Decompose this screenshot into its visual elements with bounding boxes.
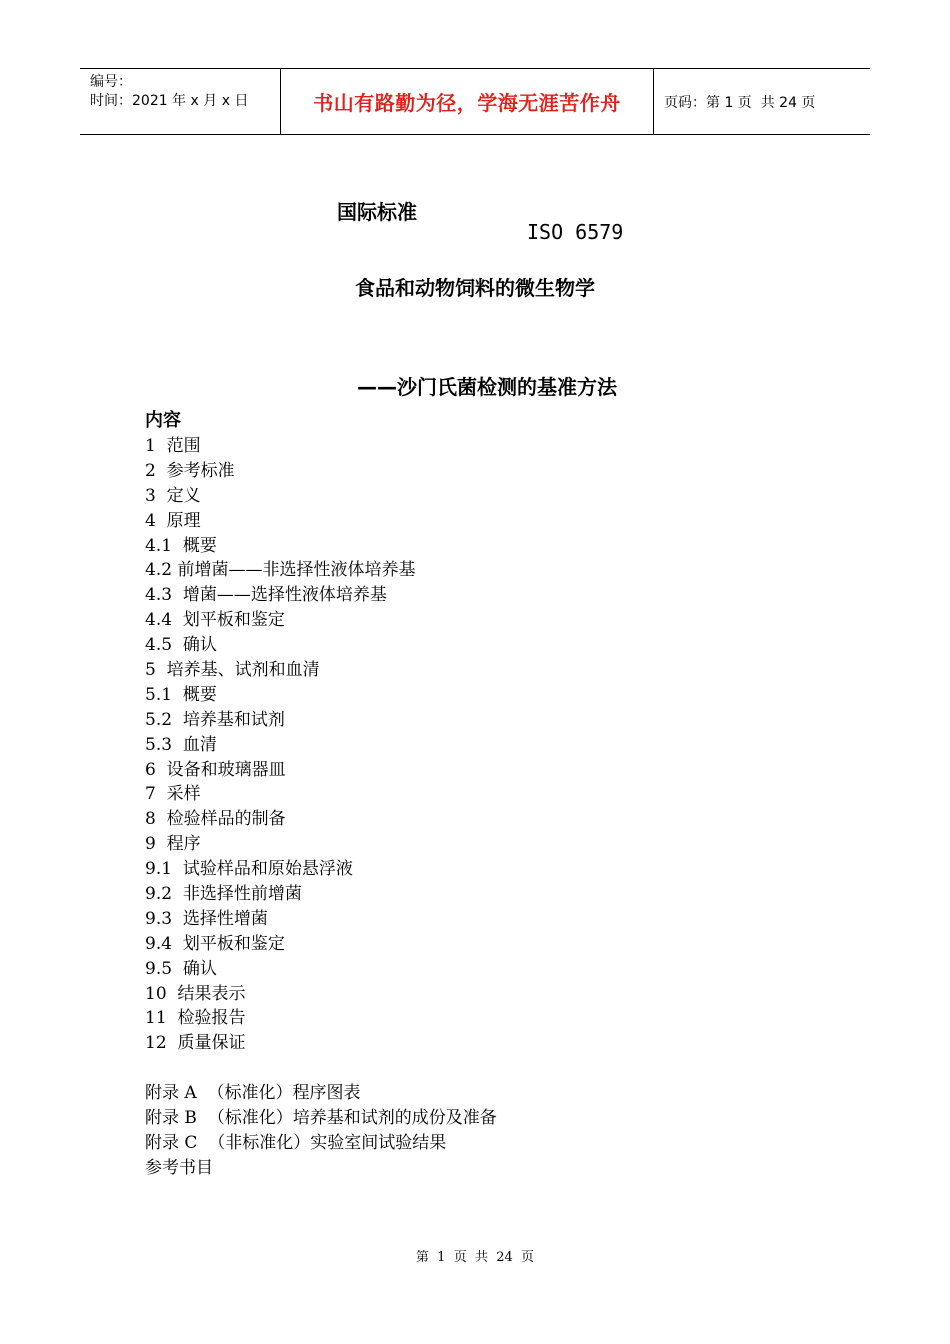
document-title: [0, 172, 950, 244]
toc-item: 4 原理: [145, 510, 201, 531]
toc-item: 11 检验报告: [145, 1008, 246, 1029]
toc-item: 9.3 选择性增菌: [145, 908, 268, 929]
table-of-contents: [145, 408, 845, 1181]
toc-appendix-item: 附录 C （非标准化）实验室间试验结果: [145, 1132, 447, 1153]
toc-item: 9 程序: [145, 834, 201, 855]
toc-item: 3 定义: [145, 485, 201, 506]
toc-appendix-item: 附录 A （标准化）程序图表: [145, 1083, 361, 1104]
toc-heading: 内容: [145, 410, 181, 431]
toc-item: 5.1 概要: [145, 684, 217, 705]
toc-item: 2 参考标准: [145, 460, 235, 481]
toc-item: 9.4 划平板和鉴定: [145, 933, 285, 954]
toc-spacer: [145, 1056, 845, 1081]
page-footer: 第 1 页 共 24 页: [415, 1250, 535, 1265]
document-date-label: 时间：2021 年 x 月 x 日: [90, 93, 249, 109]
title-iso-number: ISO 6579: [527, 220, 624, 244]
toc-item: 4.1 概要: [145, 535, 217, 556]
toc-item: 9.5 确认: [145, 958, 217, 979]
header-page-info-cell: [654, 69, 870, 134]
header-motto: 书山有路勤为径，学海无涯苦作舟: [281, 69, 654, 134]
header-meta-cell: [80, 69, 281, 134]
toc-item: 4.4 划平板和鉴定: [145, 610, 285, 631]
toc-item: 5 培养基、试剂和血清: [145, 660, 320, 681]
toc-item: 9.2 非选择性前增菌: [145, 884, 302, 905]
toc-item: 6 设备和玻璃器皿: [145, 759, 286, 780]
toc-appendix-item: 参考书目: [145, 1157, 213, 1178]
toc-item: 12 质量保证: [145, 1033, 246, 1054]
toc-item: 10 结果表示: [145, 983, 246, 1004]
toc-item: 1 范围: [145, 436, 201, 456]
header-table: [80, 68, 870, 135]
document-number-label: 编号：: [90, 74, 132, 90]
toc-appendix-item: 附录 B （标准化）培养基和试剂的成份及准备: [145, 1108, 497, 1129]
toc-item: 4.2 前增菌——非选择性液体培养基: [145, 560, 416, 581]
document-subtitle: 食品和动物饲料的微生物学: [355, 276, 595, 300]
toc-item: 9.1 试验样品和原始悬浮液: [145, 859, 353, 880]
toc-item: 5.2 培养基和试剂: [145, 709, 285, 730]
toc-item: 4.3 增菌——选择性液体培养基: [145, 585, 387, 606]
header-page-info: 页码：第 1 页 共 24 页: [664, 94, 816, 111]
toc-item: 4.5 确认: [145, 635, 217, 656]
toc-item: 8 检验样品的制备: [145, 809, 286, 830]
title-standard-type: 国际标准: [337, 200, 417, 224]
toc-item: 5.3 血清: [145, 734, 217, 755]
document-subtitle-method: ——沙门氏菌检测的基准方法: [357, 375, 617, 399]
toc-item: 7 采样: [145, 784, 201, 805]
